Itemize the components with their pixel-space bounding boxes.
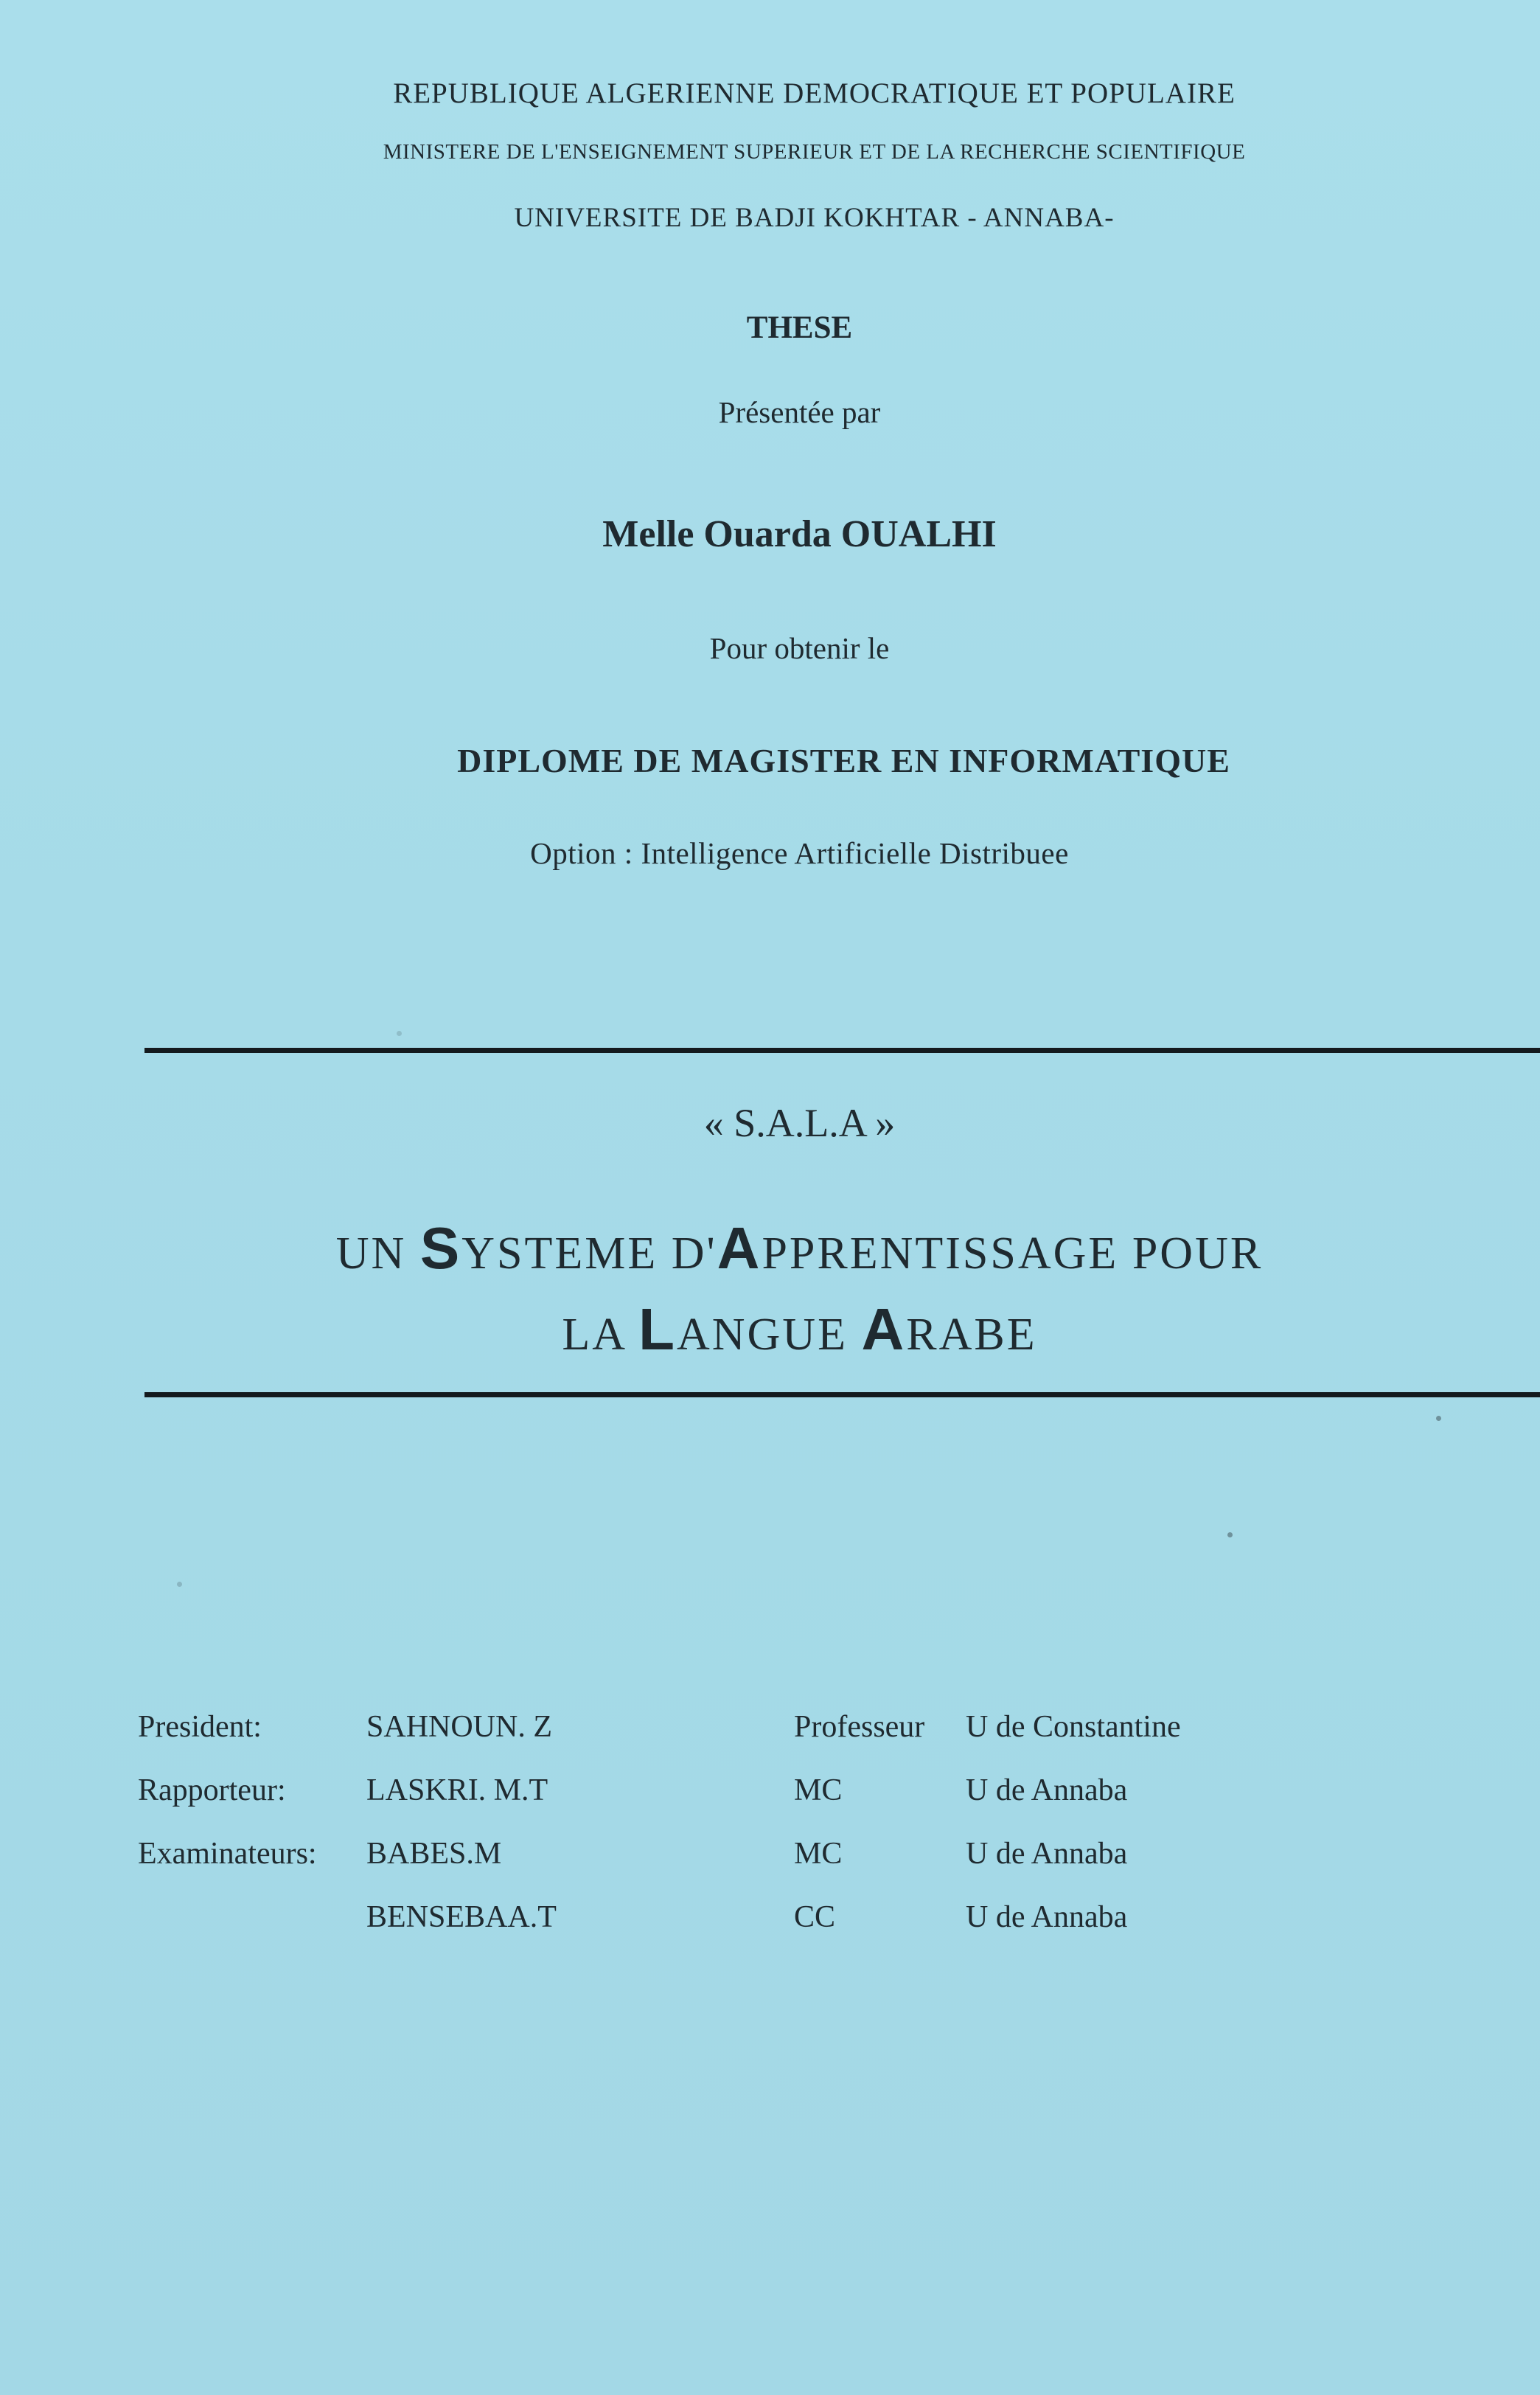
to-obtain-label: Pour obtenir le bbox=[709, 631, 890, 665]
jury-university: U de Annaba bbox=[966, 1773, 1128, 1807]
scan-speck bbox=[177, 1582, 182, 1587]
thesis-acronym: « S.A.L.A » bbox=[703, 1101, 896, 1145]
title-word: POUR bbox=[1132, 1228, 1264, 1279]
thesis-title-line-1 bbox=[29, 1214, 1540, 1282]
title-capital: A bbox=[861, 1296, 907, 1362]
jury-grade: Professeur bbox=[794, 1710, 925, 1744]
document-type: THESE bbox=[746, 310, 853, 345]
jury-grade: CC bbox=[794, 1900, 836, 1934]
scan-speck bbox=[1436, 1416, 1441, 1421]
jury-university: U de Annaba bbox=[966, 1837, 1128, 1871]
title-capital: S bbox=[419, 1215, 462, 1281]
title-word: YSTEME bbox=[461, 1228, 658, 1279]
title-word: D' bbox=[671, 1228, 717, 1279]
title-word: ANGUE bbox=[676, 1310, 848, 1360]
author-name: Melle Ouarda OUALHI bbox=[602, 513, 997, 555]
presented-by-label: Présentée par bbox=[718, 395, 881, 429]
jury-name: BABES.M bbox=[366, 1837, 502, 1871]
jury-grade: MC bbox=[794, 1837, 843, 1871]
title-word: PPRENTISSAGE bbox=[762, 1228, 1119, 1279]
jury-university: U de Annaba bbox=[966, 1900, 1128, 1934]
option-label: Option : Intelligence Artificielle Distribuee bbox=[530, 836, 1069, 870]
university-header: UNIVERSITE DE BADJI KOKHTAR - ANNABA- bbox=[514, 203, 1115, 233]
jury-university: U de Constantine bbox=[966, 1710, 1181, 1744]
jury-grade: MC bbox=[794, 1773, 843, 1807]
jury-role: Rapporteur: bbox=[138, 1773, 286, 1807]
title-word: UN bbox=[335, 1228, 407, 1279]
title-word: LA bbox=[562, 1310, 625, 1360]
thesis-title-line-2 bbox=[29, 1296, 1540, 1363]
scan-speck bbox=[1227, 1532, 1233, 1537]
title-word: RABE bbox=[906, 1310, 1037, 1360]
top-divider bbox=[144, 1048, 1540, 1053]
scan-speck bbox=[397, 1031, 402, 1036]
jury-name: BENSEBAA.T bbox=[366, 1900, 557, 1934]
jury-role: President: bbox=[138, 1710, 262, 1744]
bottom-divider bbox=[144, 1392, 1540, 1397]
jury-name: SAHNOUN. Z bbox=[366, 1710, 552, 1744]
diploma-title: DIPLOME DE MAGISTER EN INFORMATIQUE bbox=[457, 742, 1230, 779]
republic-header: REPUBLIQUE ALGERIENNE DEMOCRATIQUE ET POPULAIRE bbox=[393, 77, 1236, 109]
title-capital: L bbox=[638, 1296, 677, 1362]
jury-name: LASKRI. M.T bbox=[366, 1773, 548, 1807]
jury-role: Examinateurs: bbox=[138, 1837, 317, 1871]
title-capital: A bbox=[717, 1215, 762, 1281]
ministry-header: MINISTERE DE L'ENSEIGNEMENT SUPERIEUR ET DE LA RECHERCHE SCIENTIFIQUE bbox=[383, 140, 1246, 164]
